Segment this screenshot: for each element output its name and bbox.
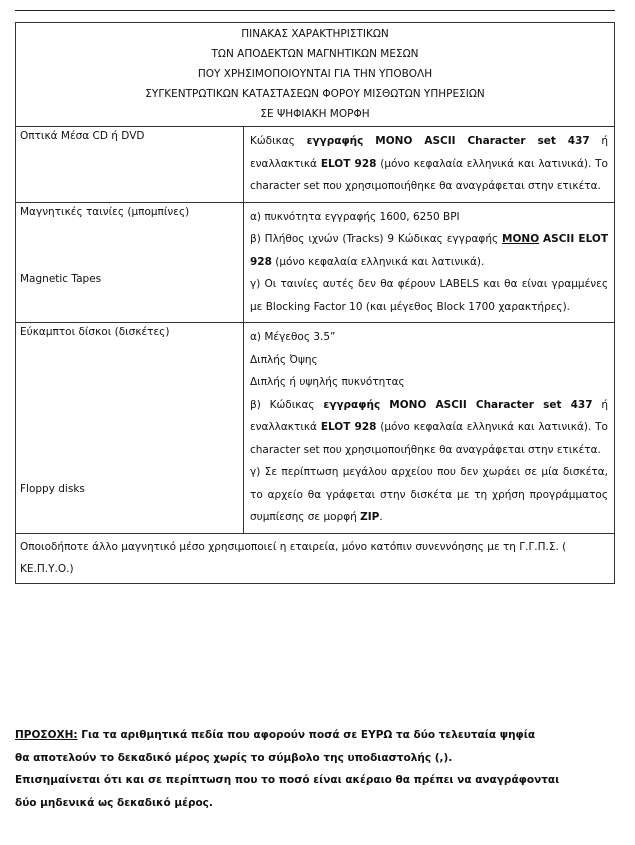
tapes-label-cell — [16, 203, 244, 323]
floppy-spec-c: γ) Σε περίπτωση μεγάλου αρχείου που δεν χωράει σε μία δισκέτα, το αρχείο θα γράφεται στην δισκέτα με τη χρήση προγράμματος συμπίεσης σε μορφή ZIP. — [250, 466, 608, 523]
top-rule — [15, 10, 615, 11]
title-line: ΤΩΝ ΑΠΟΔΕΚΤΩΝ ΜΑΓΝΗΤΙΚΩΝ ΜΕΣΩΝ — [211, 48, 419, 60]
tapes-label-english: Magnetic Tapes — [20, 272, 102, 285]
notice-line: θα αποτελούν το δεκαδικό μέρος χωρίς το σύμβολο της υποδιαστολής (,). — [15, 751, 453, 764]
notice-block — [15, 724, 620, 814]
title-line: ΣΥΓΚΕΝΤΡΩΤΙΚΩΝ ΚΑΤΑΣΤΑΣΕΩΝ ΦΟΡΟΥ ΜΙΣΘΩΤΩΝ ΥΠΗΡΕΣΙΩΝ — [145, 88, 485, 100]
row-optical-media — [16, 127, 614, 203]
media-characteristics-table — [15, 22, 615, 584]
optical-label: Οπτικά Μέσα CD ή DVD — [20, 130, 145, 142]
title-line: ΣΕ ΨΗΦΙΑΚΗ ΜΟΡΦΗ — [260, 108, 370, 120]
floppy-spec-a1: α) Μέγεθος 3.5” — [250, 331, 336, 343]
floppy-spec-a3: Διπλής ή υψηλής πυκνότητας — [250, 376, 405, 388]
tapes-label-greek: Μαγνητικές ταινίες (μπομπίνες) — [20, 205, 190, 218]
floppy-label-english: Floppy disks — [20, 483, 85, 495]
tapes-spec-a: α) πυκνότητα εγγραφής 1600, 6250 BPI — [250, 210, 460, 223]
other-media-note: Οποιοδήποτε άλλο μαγνητικό μέσο χρησιμοποιεί η εταιρεία, μόνο κατόπιν συνεννόησης με τη Γ.Γ.Π.Σ. ( ΚΕ.Π.Υ.Ο.) — [20, 540, 567, 575]
notice-line: ΠΡΟΣΟΧΗ: Για τα αριθμητικά πεδία που αφορούν ποσά σε ΕΥΡΩ τα δύο τελευταία ψηφία — [15, 729, 536, 741]
floppy-spec-cell — [244, 323, 614, 533]
floppy-spec-a2: Διπλής Όψης — [250, 353, 318, 366]
optical-spec-cell — [244, 127, 614, 202]
title-line: ΠΟΥ ΧΡΗΣΙΜΟΠΟΙΟΥΝΤΑΙ ΓΙΑ ΤΗΝ ΥΠΟΒΟΛΗ — [197, 68, 433, 80]
tapes-spec-b: β) Πλήθος ιχνών (Tracks) 9 Κώδικας εγγραφής ΜΟΝΟ ASCII ELOT 928 (μόνο κεφαλαία ελληνικά και λατινικά). — [250, 233, 608, 268]
floppy-label-cell — [16, 323, 244, 533]
table-title — [16, 23, 614, 127]
notice-label: ΠΡΟΣΟΧΗ: — [15, 729, 78, 741]
floppy-spec-b: β) Κώδικας εγγραφής ΜΟΝΟ ASCII Character set 437 ή εναλλακτικά ELOT 928 (μόνο κεφαλαία ελληνικά και λατινικά). Το character set που χρησιμοποιήθηκε θα αναγράφεται στην ετικέτα. — [250, 398, 609, 456]
floppy-label-greek: Εύκαμπτοι δίσκοι (δισκέτες) — [20, 326, 170, 338]
row-floppy-disks — [16, 323, 614, 534]
notice-line: δύο μηδενικά ως δεκαδικό μέρος. — [15, 796, 213, 809]
row-other-media — [16, 534, 614, 583]
title-line: ΠΙΝΑΚΑΣ ΧΑΡΑΚΤΗΡΙΣΤΙΚΩΝ — [241, 28, 389, 40]
notice-line: Επισημαίνεται ότι και σε περίπτωση που το ποσό είναι ακέραιο θα πρέπει να αναγράφονται — [15, 774, 560, 786]
optical-spec: Κώδικας εγγραφής ΜΟΝΟ ASCII Character set 437 ή εναλλακτικά ELOT 928 (μόνο κεφαλαία ελληνικά και λατινικά). Το character set που χρησιμοποιήθηκε θα αναγράφεται στην ετικέτα. — [250, 135, 609, 192]
row-magnetic-tapes — [16, 203, 614, 324]
optical-label-cell — [16, 127, 244, 202]
tapes-spec-c: γ) Οι ταινίες αυτές δεν θα φέρουν LABELS και θα είναι γραμμένες με Blocking Factor 10 (και μέγεθος Block 1700 χαρακτήρες). — [250, 278, 608, 313]
tapes-spec-cell — [244, 203, 614, 323]
